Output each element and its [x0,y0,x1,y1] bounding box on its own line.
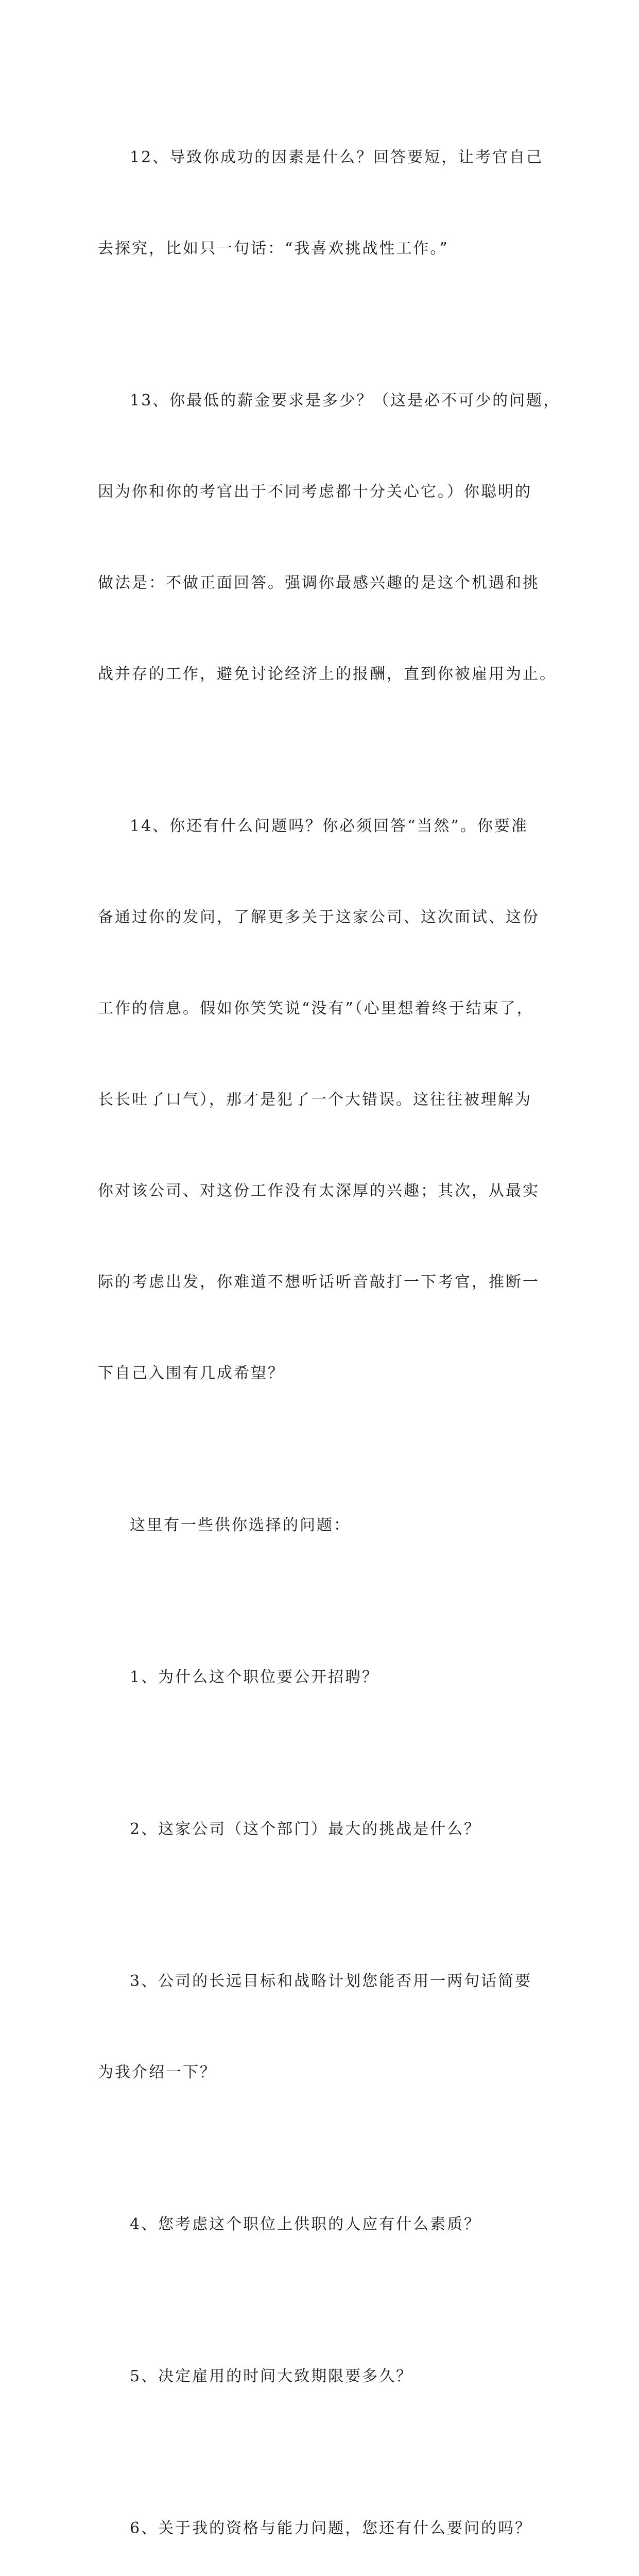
text-line: 战并存的工作，避免讨论经济上的报酬，直到你被雇用为止。 [98,665,557,683]
text-line: 4、您考虑这个职位上供职的人应有什么素质？ [130,2215,481,2233]
text-line: 备通过你的发问，了解更多关于这家公司、这次面试、这份 [98,908,540,926]
document-body [98,81,561,2576]
text-line: 12、导致你成功的因素是什么？回答要短，让考官自己 [130,148,544,166]
text-line: 长长吐了口气），那才是犯了一个大错误。这往往被理解为 [98,1091,532,1109]
question-list-item-1 [98,1601,556,1753]
text-line: 工作的信息。假如你笑笑说“没有”（心里想着终于结束了， [98,999,534,1018]
text-line: 6、关于我的资格与能力问题，您还有什么要问的吗？ [130,2519,532,2537]
questions-intro-paragraph [98,1449,556,1601]
question-12-paragraph [98,81,556,325]
text-line: 2、这家公司（这个部门）最大的挑战是什么？ [130,1820,481,1838]
text-line: 3、公司的长远目标和战略计划您能否用一两句话简要 [130,1972,532,1990]
question-14-paragraph [98,750,556,1449]
question-list-item-3 [98,1905,556,2148]
text-line: 因为你和你的考官出于不同考虑都十分关心它。）你聪明的 [98,483,532,501]
text-line: 这里有一些供你选择的问题： [130,1516,351,1534]
text-line: 际的考虑出发，你难道不想听话听音敲打一下考官，推断一 [98,1273,540,1291]
text-line: 14、你还有什么问题吗？你必须回答“当然”。你要准 [130,817,528,835]
text-line: 下自己入围有几成希望？ [98,1364,285,1382]
text-line: 你对该公司、对这份工作没有太深厚的兴趣；其次，从最实 [98,1182,540,1200]
text-line: 去探究，比如只一句话：“我喜欢挑战性工作。” [98,240,449,258]
text-line: 5、决定雇用的时间大致期限要多久？ [130,2367,413,2385]
question-list-item-6 [98,2452,556,2576]
question-list-item-4 [98,2148,556,2300]
text-line: 做法是：不做正面回答。强调你最感兴趣的是这个机遇和挑 [98,574,540,592]
question-list-item-5 [98,2300,556,2452]
text-line: 13、你最低的薪金要求是多少？（这是必不可少的问题， [130,392,561,410]
question-list-item-2 [98,1753,556,1905]
question-13-paragraph [98,325,561,750]
text-line: 1、为什么这个职位要公开招聘？ [130,1668,379,1686]
text-line: 为我介绍一下？ [98,2063,217,2081]
